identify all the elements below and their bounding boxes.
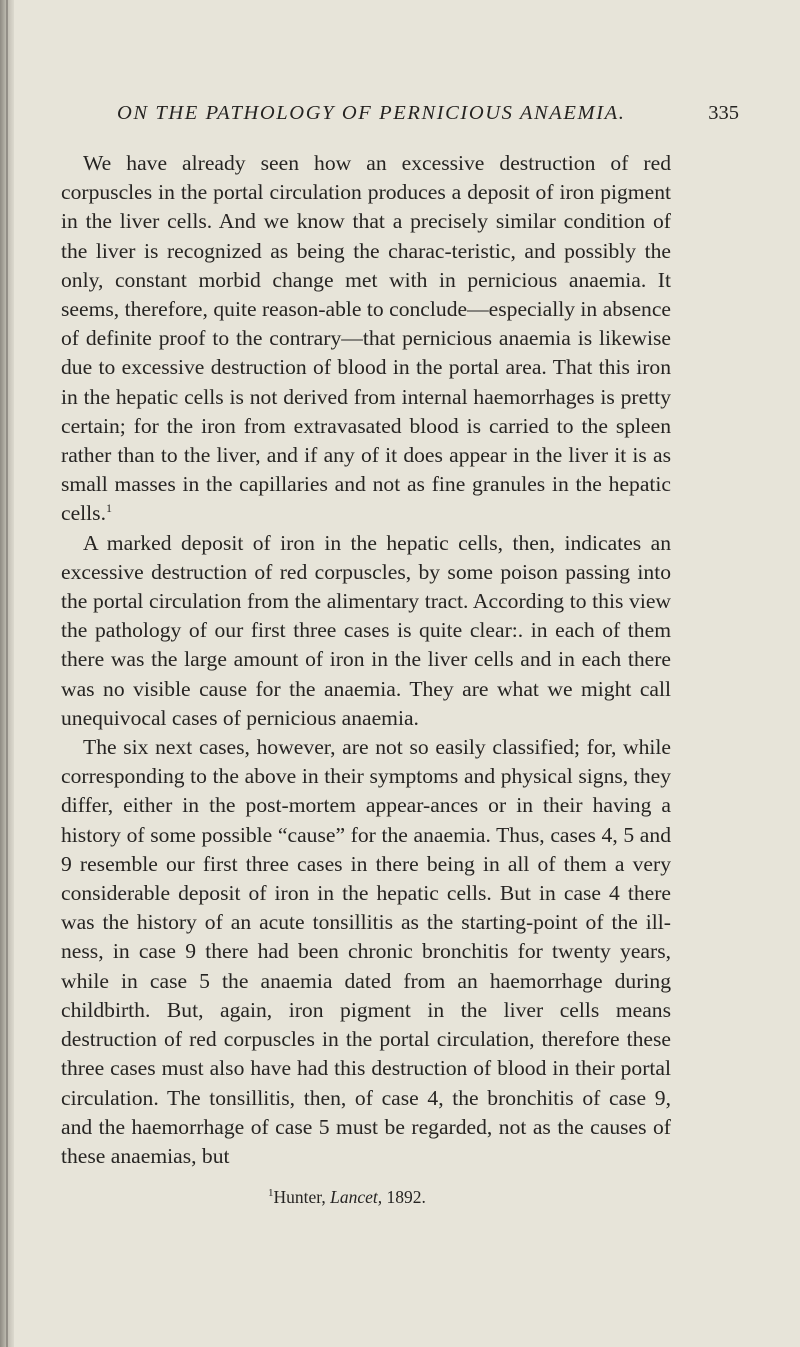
- paragraph-1-text: We have already seen how an excessive destruction of red corpuscles in the portal circulation produces a deposit of iron pigment in the liver cells. And we know that a precisely similar condition of the liver is recognized as being the charac-teristic, and possibly the only, constant morbid change met with in pernicious anaemia. It seems, therefore, quite reason-able to conclude—especially in absence of definite proof to the contrary—that pernicious anaemia is likewise due to excessive destruction of blood in the portal area. That this iron in the hepatic cells is not derived from internal haemorrhages is pretty certain; for the iron from extravasated blood is carried to the spleen rather than to the liver, and if any of it does appear in the liver it is as small masses in the capillaries and not as fine granules in the hepatic cells.: [61, 151, 671, 526]
- page-number: 335: [708, 102, 739, 124]
- page-header: [117, 100, 743, 132]
- body-text: [61, 149, 671, 1171]
- paragraph-2: [61, 529, 671, 733]
- running-title: ON THE PATHOLOGY OF PERNICIOUS ANAEMIA.: [117, 102, 626, 124]
- paragraph-3-text: The six next cases, however, are not so easily classified; for, while corresponding to the above in their symptoms and physical signs, they differ, either in the post-mortem appear-ances or in their having a history of some possible “cause” for the anaemia. Thus, cases 4, 5 and 9 resemble our first three cases in there being in all of them a very considerable deposit of iron in the hepatic cells. But in case 4 there was the history of an acute tonsillitis as the starting-point of the ill-ness, in case 9 there had been chronic bronchitis for twenty years, while in case 5 the anaemia dated from an haemorrhage during childbirth. But, again, iron pigment in the liver cells means destruction of red corpuscles in the portal circulation, therefore these three cases must also have had this destruction of blood in their portal circulation. The tonsillitis, then, of case 4, the bronchitis of case 9, and the haemorrhage of case 5 must be regarded, not as the causes of these anaemias, but: [61, 735, 671, 1168]
- footnote-year: 1892.: [386, 1187, 426, 1207]
- footnote-journal: Lancet,: [330, 1187, 383, 1207]
- footnote-reference: 1: [105, 501, 112, 516]
- paragraph-3: [61, 733, 671, 1171]
- paragraph-2-text: A marked deposit of iron in the hepatic cells, then, indicates an excessive destruction of red corpuscles, by some poison passing into the portal circulation from the alimentary tract. According to this view the pathology of our first three cases is quite clear:. in each of them there was the large amount of iron in the liver cells and in each there was no visible cause for the anaemia. They are what we might call unequivocal cases of pernicious anaemia.: [61, 530, 671, 730]
- footnote: [268, 1187, 426, 1208]
- footnote-marker: 1: [268, 1187, 274, 1199]
- footnote-author: Hunter,: [273, 1187, 326, 1207]
- paragraph-1: [61, 149, 671, 529]
- book-binding-line: [6, 0, 8, 1347]
